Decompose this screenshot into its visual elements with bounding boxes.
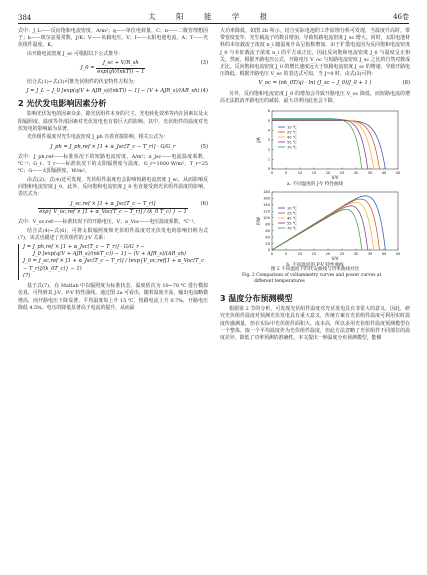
y-tick-label: 160 <box>263 196 270 201</box>
eq-number: (5) <box>200 143 208 150</box>
left-column <box>18 28 208 313</box>
eq-body: J = J_L − J_0 [exp(q(V + AJR_s)/(nkT)) − 1] − (V + AJR_s)/(AR_sh) <box>26 87 200 94</box>
legend-label: 10 ℃ <box>287 206 297 211</box>
legend-label: 40 ℃ <box>287 216 297 221</box>
y-tick-label: 1 <box>267 157 270 162</box>
x-axis-label: V/V <box>331 175 339 180</box>
eq-number: (3) <box>200 60 208 67</box>
eq-number: (4) <box>200 87 208 94</box>
paragraph: 基于式(7)，在 Matlab 中以辐照度为标准状态，温度依次为 10~70 ℃ 进行模拟仿真，可得到其 J-V、P-V 特性曲线。通过图 2a 可看出，随着温度升高，输出电流略微增高，而开路电压下降显著，平均温度每上升 15 ℃，短路电流上升 0.7%，开路电压降低 4.5%。电压的降低显著高于电流的提升，从而最 <box>18 283 208 311</box>
x-tick-label: 35 <box>367 171 373 176</box>
paragraph: 根据第 2 节的分析，可发现光伏组件温度对光伏发电具有非常大的意义。因此，研究光伏组件温度对预测光伏发电具有重大意义，传统方案有光伏组件温度可利用实时温度传感测量，但在实际中光伏组件面积大、成本高，所以多用光伏组件温度预测模型在一个整体，取一个平均温度作为光伏组件温度，但此方法忽略了光伏组件不同部位的温度差异，降低了功率预测的准确性。本文提出一种温度分布预测模型，能够 <box>220 306 410 342</box>
y-axis-label: P/W <box>256 217 261 226</box>
paragraph: 另外，反向饱和电流密度 J_0 的增加会导致开路电压 V_oc 降低。而短路电流的增高无法抵消开路电压的减弱，最大功率因此也会下降。 <box>220 90 410 104</box>
y-tick-label: 6 <box>267 109 270 114</box>
eq-line: J_0 = J_sc,ref × [1 + α_Jsc(T_c − T_r)] / (exp{V_oc,ref[1 + α_Voc(T_c − T_r)]/(k_0T_c)} − 1) <box>23 258 205 272</box>
eq-body: V_oc = (nk_0T/q) · ln( (J_sc − J_0)/J_0 + 1 ) <box>258 80 372 87</box>
eq-number: (6) <box>200 200 208 207</box>
x-tick-label: 15 <box>311 171 317 176</box>
eq-fraction <box>96 60 145 75</box>
eq-number: (8) <box>402 80 410 87</box>
eq-numerator: J_sc,ref × [1 + α_Jsc(T_c − T_r)] <box>38 201 188 209</box>
eq-fraction <box>38 201 188 216</box>
x-tick-label: 30 <box>353 252 359 257</box>
y-tick-label: 60 <box>265 229 270 234</box>
paragraph: 式中：J_L——反向饱和电流密度，A/m²；q——单位电荷量，C；n——二极管理想因子；k——玻尔兹曼常数，J/K；V——负载电压，V；I——太阳电池电流，A；T——光伏组件温度，K。 <box>18 28 208 49</box>
x-tick-label: 20 <box>325 252 331 257</box>
y-tick-label: 0 <box>267 248 270 253</box>
y-tick-label: 3 <box>267 138 270 143</box>
equation-5 <box>18 144 208 151</box>
eq-lhs: J_0 = <box>80 65 97 72</box>
paragraph: 式中：V_oc,ref——标准状况下的开路电压，V；α_Voc——电压温度系数，℃⁻¹。 <box>18 218 199 225</box>
volume-number: 46卷 <box>393 13 409 21</box>
eq-denominator: exp(qV/(nkT)) − 1 <box>97 68 145 75</box>
y-axis-label: J/A <box>256 137 261 143</box>
paragraph: 结合式(1)~式(3)可推光伏组件的伏安特性方程为： <box>27 78 138 85</box>
y-tick-label: 20 <box>265 241 270 246</box>
x-tick-label: 20 <box>325 171 331 176</box>
page-number: 384 <box>18 14 32 22</box>
eq-denominator: exp{ V_oc,ref × [1 + α_Voc(T_c − T_r)] / (k_0 T_c) } − 1 <box>39 208 187 215</box>
y-tick-label: 140 <box>263 203 270 208</box>
x-tick-label: 10 <box>297 171 303 176</box>
eq-body: J_ph = J_ph,ref × [1 + α_Jsc(T_c − T_r)] · G/G_r <box>50 143 176 150</box>
paragraph: 大功率降低，如图 2b 所示。结合实际电池的工作原理分析可发现，当温度升高时，带带宽度变窄，光生载流子的数目增加，导致短路电流密度 J_sc 增大。同时，太阳电池材料的本征载流子浓度 n_i 随温度升高呈指数增加，由于扩散电流因为反向饱和电流密度 J_0 与本征载流子浓度 n_i 的平方成正比，因此反向饱和电流密度 J_0 与温度呈正相关。然而，根据开路电压公式，开路电压 V_oc 与短路电流密度 J_sc 之比的自然对数成正比。反向饱和电流密度 J_0 的增长速度远大于短路电流密度 J_sc 的增速，导致开路电压降低。根据开路电压 V_oc 的表达式可知，当 J=0 时，由式(3)可得： <box>220 28 410 78</box>
x-tick-label: 40 <box>381 171 387 176</box>
running-header <box>18 8 409 22</box>
y-tick-label: 80 <box>265 222 270 227</box>
x-tick-label: 15 <box>311 252 317 257</box>
equation-8 <box>220 80 410 87</box>
y-tick-label: 120 <box>263 209 270 214</box>
x-tick-label: 45 <box>395 171 401 176</box>
jv-chart <box>220 107 410 179</box>
x-axis-label: V/V <box>331 256 339 261</box>
figure-caption: 图 2 不同温度下的伏安曲线与功率曲线对比 <box>270 267 360 273</box>
eq-line: J_0 [exp(q(V + AJR_s)/(nkT_c)) − 1] − (V + AJR_s)/(AR_sh) <box>33 251 187 258</box>
paragraph: 结合式(4)~式(6)，可将太阳辐照度和光伏组件温度对光伏发电的影响归纳为式(7)，该式也描述了光伏组件的 J-V 关系： <box>18 227 208 241</box>
eq-number: (7) <box>23 272 31 279</box>
x-tick-label: 5 <box>284 171 288 176</box>
y-tick-label: 100 <box>263 216 270 221</box>
figure-caption-a: a. 不同温度的 J-V 特性曲线 <box>286 182 344 188</box>
figure-caption-en-2: different temperatures <box>254 279 305 285</box>
legend-label: 55 ℃ <box>287 140 297 145</box>
legend-label: 70 ℃ <box>287 226 297 231</box>
y-tick-label: 40 <box>265 235 270 240</box>
header-rule <box>18 23 409 24</box>
y-tick-label: 2 <box>267 147 270 152</box>
eq-line: J = J_ph,ref × [1 + α_Jsc(T_c − T_r)] · G/G_r − <box>23 244 145 251</box>
paragraph: 光伏组件温度对光生电流密度 J_ph 有着直接影响，相关公式为： <box>27 134 168 141</box>
legend-label: 25 ℃ <box>287 130 297 135</box>
x-tick-label: 25 <box>339 252 345 257</box>
figure-caption-en: Fig. 2 Comparison of voltammetry curves and power curves at <box>242 273 382 279</box>
paragraph: 式中：J_ph,ref——标准状况下的短路电流密度，A/m²；α_Jsc——电流温度系数，℃⁻¹；G_r、T_r——标准状况下的太阳辐照度与温度，G_r=1000 W/m²，T_r=25 ℃；G——太阳辐照度，W/m²。 <box>18 153 208 175</box>
equation-7 <box>18 244 208 280</box>
legend-label: 55 ℃ <box>287 221 297 226</box>
series-line <box>272 119 362 169</box>
x-tick-label: 35 <box>367 252 373 257</box>
x-tick-label: 0 <box>270 171 274 176</box>
journal-title: 太 阳 能 学 报 <box>148 12 277 21</box>
section-heading: 3 温度分布预测模型 <box>220 294 293 304</box>
paragraph: 影响光伏发电的因素众多，除光伏组件本身的尺寸、光电转化效率等内在因素以及太阳辐照度、温度等外部因素对光伏发电也有着巨大的影响。其中，光伏组件的温度对光伏发电的影响最为显著。 <box>18 111 208 132</box>
series-line <box>272 210 362 251</box>
pv-chart <box>220 188 410 260</box>
x-tick-label: 0 <box>270 252 274 257</box>
eq-numerator: J_sc + V/R_sh <box>96 60 145 68</box>
y-tick-label: 0 <box>267 167 270 172</box>
section-heading: 2 光伏发电影响因素分析 <box>18 99 107 109</box>
paragraph: 由式(2)、式(4)还可发现，光伏组件温度也会影响短路电流密度 J_sc，从而影响反向饱和电流密度 J_0，此外，反向饱和电流密度 J_0 也直接受到光伏组件温度的影响，表达式为： <box>18 176 208 198</box>
legend-label: 10 ℃ <box>287 125 297 130</box>
figure-caption-b: b. 不同温度的 P-V 特性曲线 <box>286 263 344 269</box>
equation-6 <box>18 201 208 216</box>
x-tick-label: 30 <box>353 171 359 176</box>
x-tick-label: 40 <box>381 252 387 257</box>
legend-label: 70 ℃ <box>287 145 297 150</box>
legend-label: 25 ℃ <box>287 211 297 216</box>
y-tick-label: 5 <box>267 118 270 123</box>
x-tick-label: 25 <box>339 171 345 176</box>
figure-2 <box>220 107 410 269</box>
right-column <box>220 28 410 344</box>
x-tick-label: 5 <box>284 252 288 257</box>
paragraph: 由开路电流密度 J_sc 可根据以下公式推导： <box>27 51 123 58</box>
equation-4 <box>18 88 208 95</box>
equation-3 <box>18 60 208 75</box>
y-tick-label: 180 <box>263 190 270 195</box>
x-tick-label: 45 <box>395 252 401 257</box>
legend-label: 40 ℃ <box>287 135 297 140</box>
y-tick-label: 4 <box>267 128 270 133</box>
x-tick-label: 10 <box>297 252 303 257</box>
